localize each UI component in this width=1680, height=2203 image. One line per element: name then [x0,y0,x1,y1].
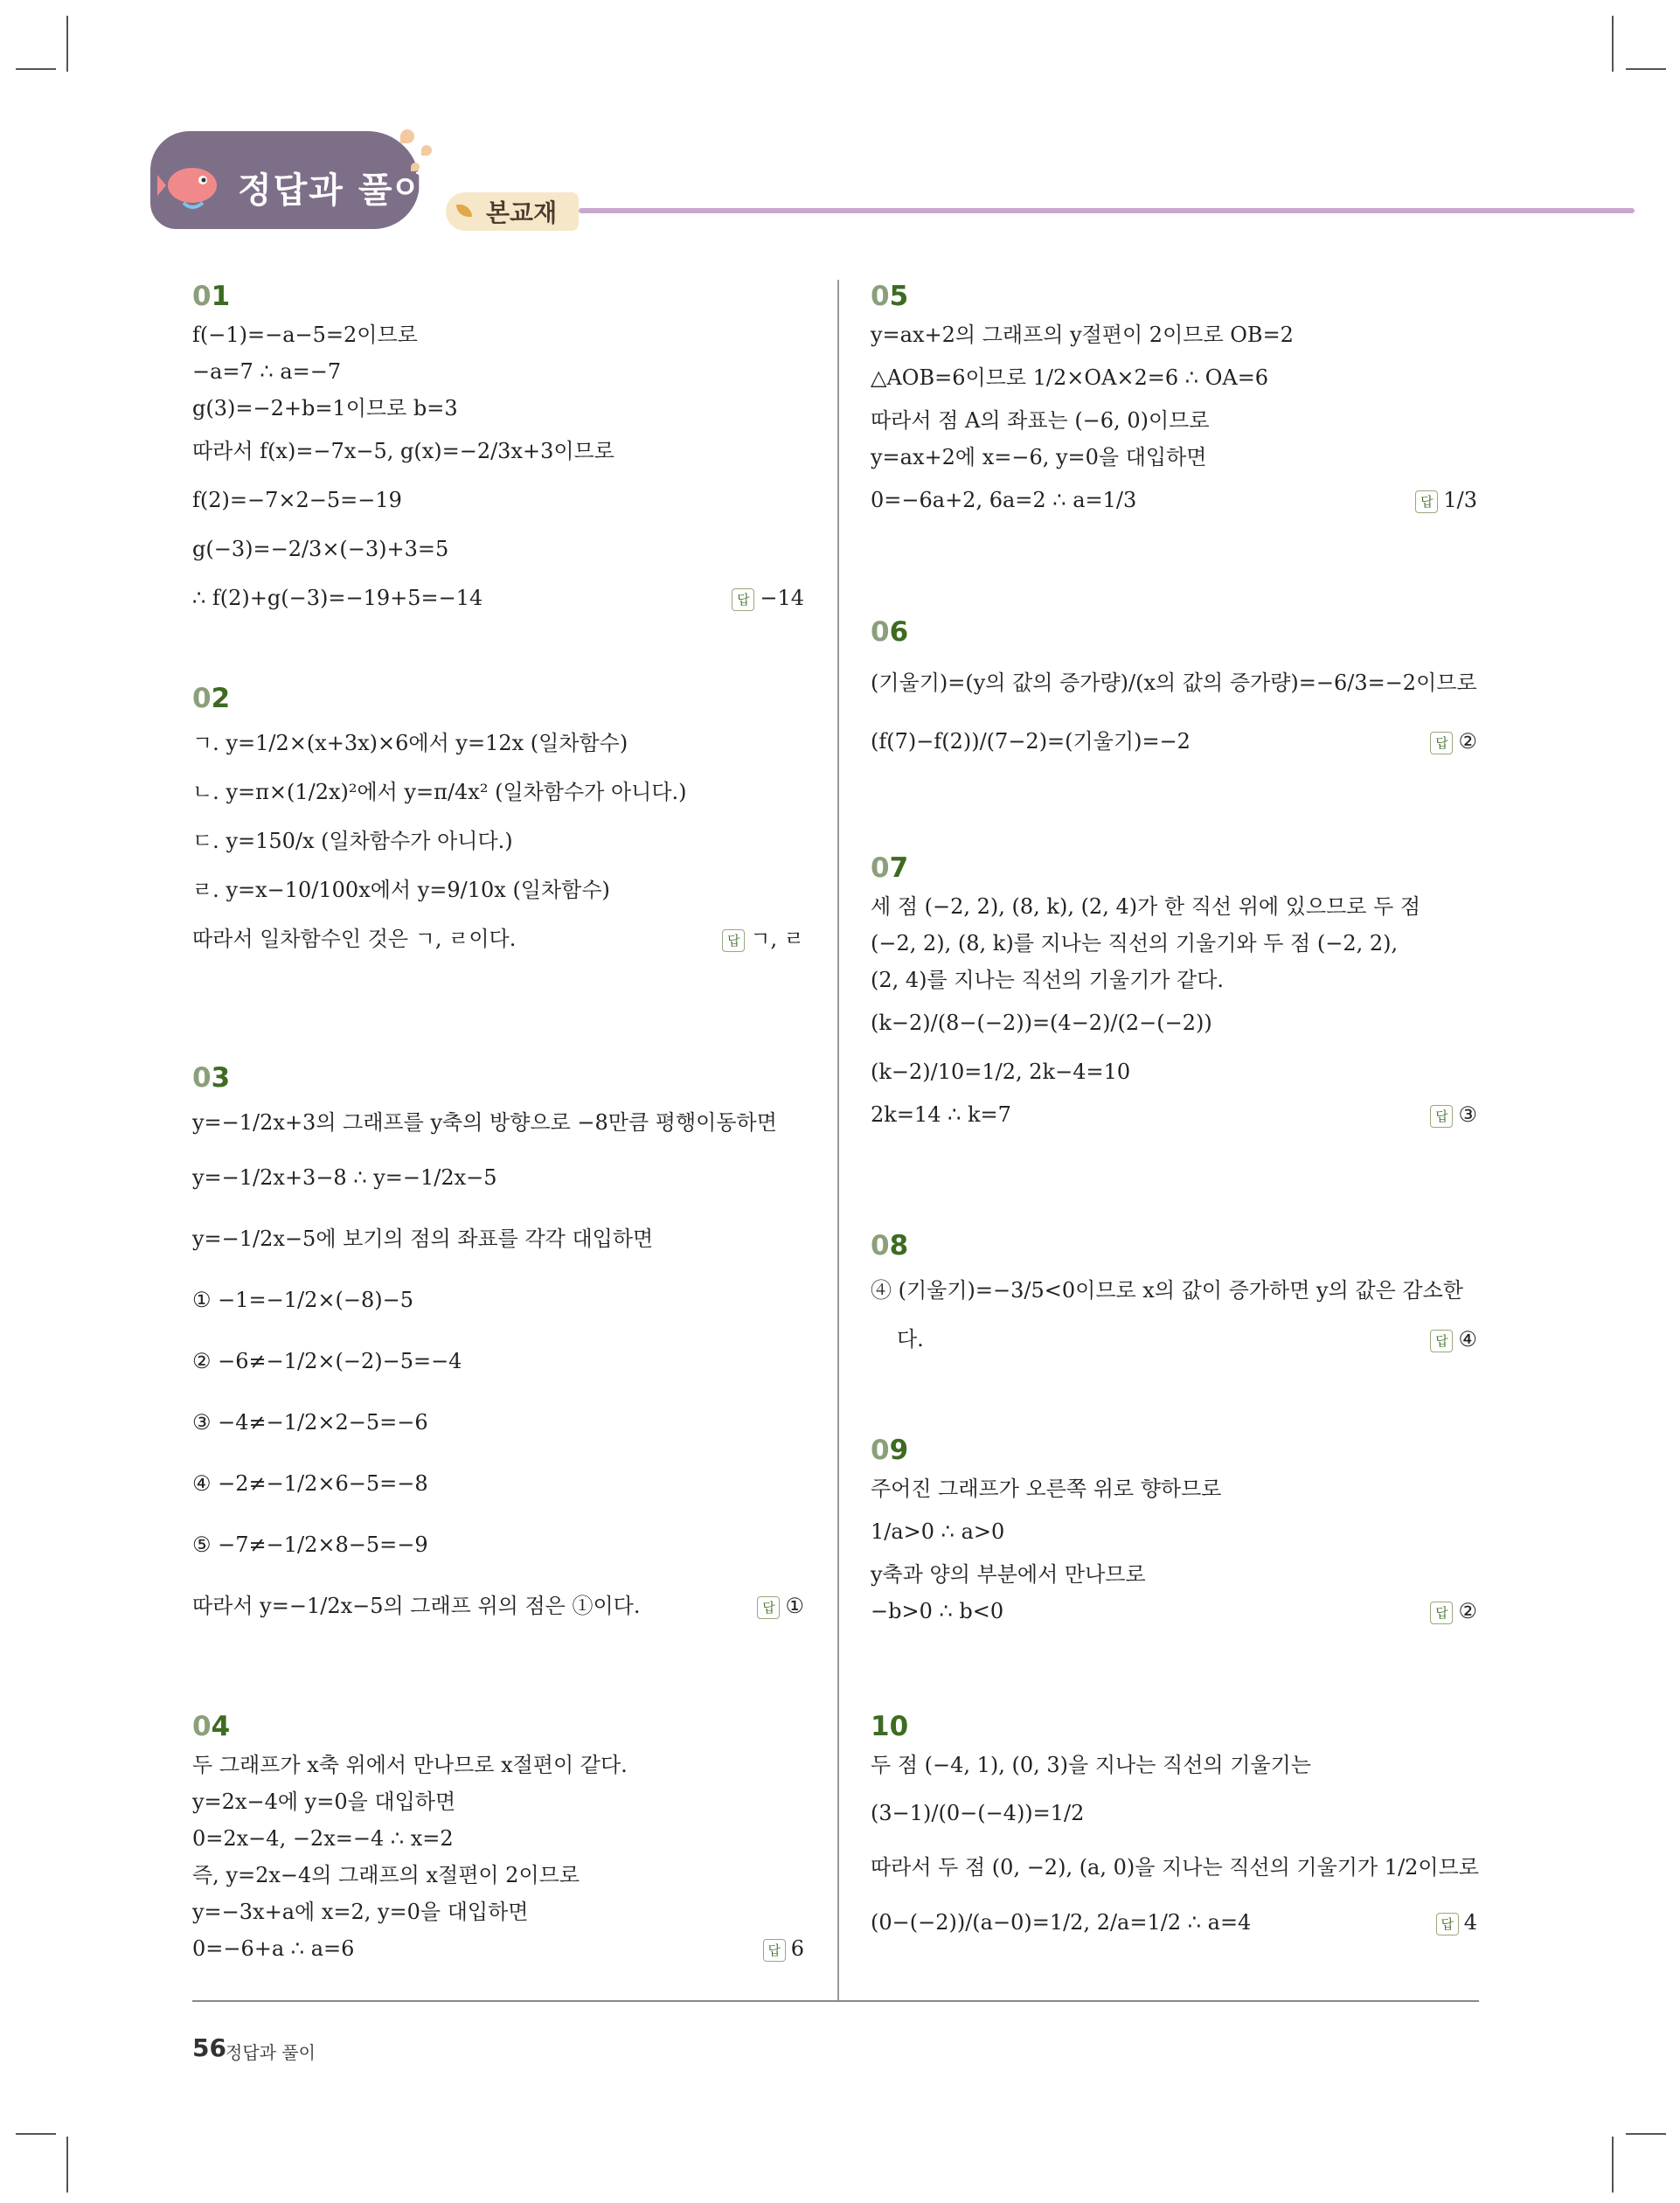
solution-line: ③ −4≠−1/2×2−5=−6 [192,1410,428,1435]
solution-line-with-answer [192,573,804,622]
problem-number: 02 [192,683,231,714]
solution-line: f(2)=−7×2−5=−19 [192,488,402,512]
solution-line-with-answer [871,1096,1477,1133]
answer [722,914,804,963]
solution-line-with-answer [192,1930,804,1967]
crop-mark [1626,68,1666,70]
answer [1430,1593,1477,1630]
answer-value: ㄱ, ㄹ [750,927,804,951]
answer [1436,1892,1477,1953]
problem-number: 09 [871,1435,909,1466]
solution-line-with-answer [871,476,1477,525]
answer-badge-icon: 답 [1430,732,1453,754]
solution-line: 두 그래프가 x축 위에서 만나므로 x절편이 같다. [192,1753,628,1777]
problem-number: 10 [871,1711,909,1742]
solution-line: y=ax+2의 그래프의 y절편이 2이므로 OB=2 [871,323,1294,347]
answer [757,1575,804,1637]
solution-line: y=−3x+a에 x=2, y=0을 대입하면 [192,1900,529,1924]
solution-text: 따라서 일차함수인 것은 ㄱ, ㄹ이다. [192,927,517,951]
header-title: 정답과 풀이 [238,170,430,211]
crop-mark [1612,2137,1614,2193]
solution-line: 따라서 두 점 (0, −2), (a, 0)을 지나는 직선의 기울기가 1/2이므로 [871,1855,1479,1880]
solution-line: ㄱ. y=1/2×(x+3x)×6에서 y=12x (일차함수) [192,731,628,755]
problem-02 [192,678,804,963]
answer-badge-icon: 답 [722,929,745,952]
book-tab-label: 본교재 [486,198,558,227]
answer [732,573,804,622]
solution-line-with-answer [871,1315,1477,1364]
answer-badge-icon: 답 [1430,1602,1453,1624]
answer-value: 1/3 [1443,488,1477,512]
problem-number: 06 [871,616,909,648]
column-divider [837,280,839,2002]
problem-09 [871,1430,1477,1630]
answer-value: 6 [790,1936,804,1961]
answer-badge-icon: 답 [1430,1330,1453,1352]
solution-line: y=−1/2x+3−8 ∴ y=−1/2x−5 [192,1165,497,1190]
solution-line: (기울기)=(y의 값의 증가량)/(x의 값의 증가량)=−6/3=−2이므로 [871,671,1477,695]
solution-line-with-answer [871,713,1477,769]
solution-line: g(−3)=−2/3×(−3)+3=5 [192,537,449,561]
footer-rule [192,2000,1479,2002]
solution-text: 따라서 y=−1/2x−5의 그래프 위의 점은 ①이다. [192,1594,641,1618]
problem-06 [871,612,1477,769]
problem-number: 08 [871,1230,909,1261]
solution-line: 즉, y=2x−4의 그래프의 x절편이 2이므로 [192,1863,580,1887]
solution-line: (k−2)/(8−(−2))=(4−2)/(2−(−2)) [871,1011,1212,1035]
fish-mascot-icon [157,154,226,215]
solution-line: (−2, 2), (8, k)를 지나는 직선의 기울기와 두 점 (−2, 2), [871,931,1399,956]
solution-line: ④ (기울기)=−3/5<0이므로 x의 값이 증가하면 y의 값은 감소한 [871,1278,1463,1303]
crop-mark [16,2133,56,2135]
solution-line-with-answer [871,1892,1477,1953]
problem-number: 05 [871,281,909,312]
problem-number: 07 [871,852,909,884]
problem-10 [871,1706,1477,1953]
header-rule [579,208,1635,213]
solution-line: −a=7 ∴ a=−7 [192,359,342,384]
answer [1430,1315,1477,1364]
solution-line-with-answer [871,1593,1477,1630]
answer-badge-icon: 답 [1415,490,1438,513]
answer-badge-icon: 답 [1430,1105,1453,1128]
footer-label: 정답과 풀이 [226,2042,316,2063]
solution-line-with-answer [192,914,804,963]
problem-number: 01 [192,281,231,312]
sparkle-icon [421,145,432,156]
answer [1415,476,1477,525]
answer-value: ① [785,1594,804,1618]
problem-01 [192,276,804,622]
solution-line: 두 점 (−4, 1), (0, 3)을 지나는 직선의 기울기는 [871,1753,1311,1777]
answer-badge-icon: 답 [763,1939,786,1962]
solution-line: y=−1/2x+3의 그래프를 y축의 방향으로 −8만큼 평행이동하면 [192,1110,777,1135]
solution-line: f(−1)=−a−5=2이므로 [192,323,418,347]
answer-badge-icon: 답 [757,1596,780,1619]
solution-line: 따라서 f(x)=−7x−5, g(x)=−2/3x+3이므로 [192,439,614,463]
answer-badge-icon: 답 [1436,1913,1459,1935]
solution-line: ④ −2≠−1/2×6−5=−8 [192,1471,428,1496]
answer-value: ② [1458,729,1477,754]
answer-value: −14 [760,586,804,610]
problem-04 [192,1706,804,1967]
solution-text: 다. [897,1327,924,1352]
solution-text: 0=−6a+2, 6a=2 ∴ a=1/3 [871,488,1137,512]
solution-line: y축과 양의 부분에서 만나므로 [871,1562,1146,1587]
solution-line: 세 점 (−2, 2), (8, k), (2, 4)가 한 직선 위에 있으므로 두 점 [871,894,1421,919]
crop-mark [16,68,56,70]
sparkle-icon [400,129,414,143]
problem-03 [192,1058,804,1637]
solution-line: ② −6≠−1/2×(−2)−5=−4 [192,1349,462,1373]
answer-value: ② [1458,1599,1477,1623]
solution-line: y=ax+2에 x=−6, y=0을 대입하면 [871,445,1207,469]
solution-line: g(3)=−2+b=1이므로 b=3 [192,396,458,420]
solution-line: y=−1/2x−5에 보기의 점의 좌표를 각각 대입하면 [192,1227,654,1251]
solution-line: 0=2x−4, −2x=−4 ∴ x=2 [192,1826,454,1851]
solution-text: −b>0 ∴ b<0 [871,1599,1004,1623]
solution-line: 따라서 점 A의 좌표는 (−6, 0)이므로 [871,408,1210,433]
problem-07 [871,848,1477,1133]
solution-line: (3−1)/(0−(−4))=1/2 [871,1801,1085,1825]
answer-badge-icon: 답 [732,588,754,611]
solution-line-with-answer [192,1575,804,1637]
problem-number: 04 [192,1711,231,1742]
problem-05 [871,276,1477,525]
solution-text: (0−(−2))/(a−0)=1/2, 2/a=1/2 ∴ a=4 [871,1910,1252,1935]
problem-08 [871,1226,1477,1364]
solution-line: (2, 4)를 지나는 직선의 기울기가 같다. [871,968,1225,992]
solution-line: 1/a>0 ∴ a>0 [871,1519,1005,1544]
crop-mark [66,2137,68,2193]
solution-line: y=2x−4에 y=0을 대입하면 [192,1790,456,1814]
solution-text: ∴ f(2)+g(−3)=−19+5=−14 [192,586,483,610]
solution-line: ㄹ. y=x−10/100x에서 y=9/10x (일차함수) [192,878,610,902]
solution-line: (k−2)/10=1/2, 2k−4=10 [871,1060,1131,1084]
solution-text: 2k=14 ∴ k=7 [871,1102,1011,1127]
crop-mark [1612,16,1614,72]
answer-value: ③ [1458,1102,1477,1127]
crop-mark [66,16,68,72]
solution-text: 0=−6+a ∴ a=6 [192,1936,355,1961]
answer [1430,1096,1477,1133]
solution-line: 주어진 그래프가 오른쪽 위로 향하므로 [871,1477,1222,1501]
solution-line: ① −1=−1/2×(−8)−5 [192,1288,413,1312]
solution-text: (f(7)−f(2))/(7−2)=(기울기)=−2 [871,729,1191,754]
answer [1430,713,1477,769]
answer-value: ④ [1458,1327,1477,1352]
solution-line: ⑤ −7≠−1/2×8−5=−9 [192,1532,428,1557]
crop-mark [1626,2133,1666,2135]
answer-value: 4 [1463,1910,1477,1935]
solution-line: △AOB=6이므로 1/2×OA×2=6 ∴ OA=6 [871,365,1269,390]
solution-line: ㄷ. y=150/x (일차함수가 아니다.) [192,829,513,853]
page-number: 56 [192,2033,226,2062]
problem-number: 03 [192,1062,231,1094]
solution-line: ㄴ. y=π×(1/2x)²에서 y=π/4x² (일차함수가 아니다.) [192,780,687,804]
answer [763,1930,804,1967]
